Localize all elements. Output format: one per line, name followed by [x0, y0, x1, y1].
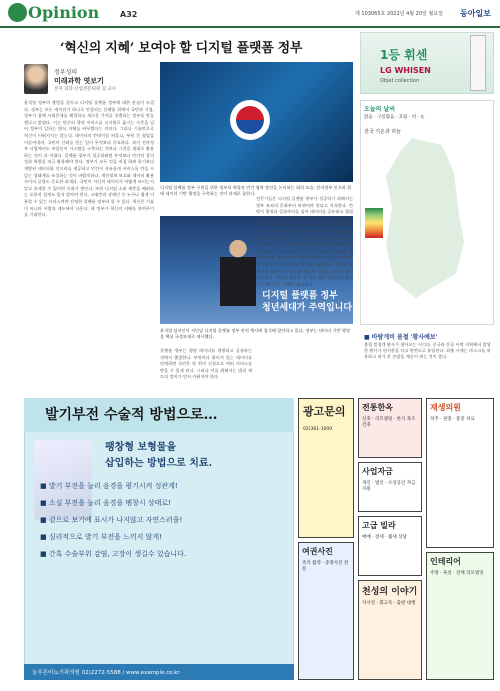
air-conditioner-image	[470, 35, 486, 91]
classified-ads	[298, 398, 494, 680]
classified-ad[interactable]	[298, 398, 354, 538]
lg-ad-sub: Objet collection	[380, 78, 420, 84]
dust-title: ■ 바람개비 봄철 '황사예보'	[364, 334, 438, 341]
classified-text: 신축 · 리모델링 · 한식 목조건축	[362, 417, 416, 428]
classified-ad[interactable]	[298, 542, 354, 680]
legend-item: 구름많음	[377, 115, 395, 120]
legend-item: 맑음	[364, 115, 373, 120]
clinic-ad-bullets	[40, 478, 290, 563]
clinic-ad-subtitle	[105, 440, 212, 472]
classified-title: 광고문의	[303, 405, 346, 418]
classified-title: 천성의 이야기	[362, 587, 418, 597]
taegeuk-icon	[236, 106, 264, 134]
photo2-overlay-line2: 청년세대가 주역입니다.	[262, 303, 356, 313]
lg-ad-main: 1등 휘센	[380, 48, 428, 62]
classified-title: 인테리어	[430, 557, 461, 566]
photo2-overlay-line1: 디지털 플랫폼 정부	[262, 291, 338, 301]
column-body-mid: 플랫폼 정부는 행정 데이터를 개방하고 공유하는 것에서 출발한다. 부처마다 흩어져 있는 데이터를 연계하면 국민은 한 번의 신청으로 여러 서비스를 받을 수 있게 된다. 그러나 이를 위해서는 법과 제도의 정비가 먼저 이뤄져야 한다.	[160, 348, 252, 380]
weather-legend: 맑음 · 구름많음 · 흐림 · 비 · 눈	[364, 115, 425, 120]
dust-text: 봄철 불청객 황사가 찾아오는 시기다. 중국과 몽골 사막 지역에서 발생한 황사가 편서풍을 타고 한반도로 유입된다. 외출 시에는 마스크를 착용하고 귀가 후 손발을 깨끗이 씻는 것이 좋다.	[364, 342, 491, 359]
bullet-item: ■ 겉으로 보기에 표시가 나지않고 자연스러움!	[40, 516, 183, 524]
page-number: A32	[120, 10, 138, 19]
column-headline: ‘혁신의 지혜’ 보여야 할 디지털 플랫폼 정부	[60, 41, 303, 56]
classified-text: 척추 · 관절 · 통증 치료	[430, 417, 475, 422]
weather-legend-scale	[365, 208, 383, 238]
clinic-ad-title: 발기부전 수술적 방법으로…	[45, 407, 218, 423]
weather-subtitle: 전국 기온과 하늘	[364, 129, 401, 135]
legend-item: 눈	[420, 115, 425, 120]
classified-text: 즉석 촬영 · 증명사진 전문	[302, 561, 349, 572]
classified-text: 02)361-1000	[303, 427, 333, 432]
classified-ad[interactable]	[426, 398, 494, 548]
column-series-title: 미래과학 엿보기	[54, 77, 104, 85]
legend-item: 비	[411, 115, 417, 120]
speaker-figure	[220, 236, 256, 306]
photo2-caption: 윤석열 당선인이 지난달 디지털 플랫폼 정부 관련 행사에 참석해 발언하고 있다. 정부는 데이터 기반 행정을 핵심 국정과제로 제시했다.	[160, 328, 350, 339]
classified-text: 자서전 · 회고록 · 출판 대행	[362, 601, 416, 606]
classified-ad[interactable]	[358, 462, 422, 512]
clinic-ad-sub2: 삽입하는 방법으로 치료.	[105, 458, 213, 469]
weather-title: 오늘의 날씨	[364, 106, 396, 113]
bullet-item: ■ 소실 부전을 늘리 음경을 팽창시 상태로!	[40, 499, 171, 507]
column-body-left: 윤석열 정부의 출범을 앞두고 디지털 플랫폼 정부에 대한 관심이 뜨겁다. 정부는 모든 데이터가 하나로 연결되는 플랫폼 위에서 국민과 기업, 정부가 함께 사회문제를 해결하고 새로운 가치를 창출하는 정부를 만들겠다고 밝혔다. 이는 단순히 행정 서비스를 디지털로 옮기는 수준을 넘어 정부의 일하는 방식 자체를 바꾸겠다는 의미다. 그러나 기술만으로 혁신이 이뤄지지는 않는다. 데이터의 칸막이를 허물고, 부처 간 협업을 이끌어내며, 국민의 신뢰를 얻는 일이 무엇보다 중요하다. 과거 전자정부 사업에서도 보았듯이 시스템을 구축하는 것보다 그것을 제대로 활용하는 것이 더 어렵다. 플랫폼 정부가 성공하려면 무엇보다 민간의 창의성과 역량을 적극 활용해야 한다. 정부가 모든 것을 직접 하려 하기보다 개방된 데이터와 인프라를 제공하고 민간이 자유롭게 서비스를 만들 수 있는 생태계를 조성하는 것이 바람직하다. 개인정보 보호와 데이터 활용 사이의 균형도 중요한 과제다. 국민이 자신의 데이터가 어떻게 쓰이는지 알고 통제할 수 있어야 신뢰가 쌓인다. 또한 디지털 소외 계층을 배려하는 포용적 설계도 잊지 말아야 한다. 고령층과 장애인 등 누구나 쉽게 이용할 수 있는 서비스여야 진정한 플랫폼 정부라 할 수 있다. 혁신은 기술이 아니라 사람과 제도에서 나온다. 새 정부가 혁신의 지혜를 보여주기를 기대한다.	[24, 100, 154, 218]
classified-text: 매매 · 전세 · 월세 상담	[362, 535, 407, 540]
bullet-item: ■ 간혹 수술부위 감염, 고장이 생길수 있습니다.	[40, 550, 187, 558]
clinic-ad-footer[interactable]: 늘푸른비뇨기과의원 02)2272-5588 / www.example.co.kr	[24, 664, 294, 680]
classified-title: 재생의원	[430, 403, 461, 412]
classified-text: 주방 · 욕실 · 전체 리모델링	[430, 571, 484, 576]
opinion-logo-icon	[8, 3, 27, 22]
bullet-item: ■ 심리적으로 발기 부전을 느끼지 않게!	[40, 533, 162, 541]
classified-ad[interactable]	[358, 398, 422, 458]
classified-title: 고급 빌라	[362, 521, 396, 530]
classified-ad[interactable]	[426, 552, 494, 680]
newspaper-brand: 동아일보	[460, 9, 491, 18]
legend-item: 흐림	[398, 115, 408, 120]
bullet-item: ■ 발기 부전을 늘리 음경을 평기시켜 성관계!	[40, 482, 178, 490]
classified-title: 사업자금	[362, 467, 393, 476]
classified-ad[interactable]	[358, 516, 422, 576]
classified-title: 여권사진	[302, 547, 333, 556]
author-photo	[24, 64, 48, 94]
section-title: Opinion	[28, 3, 100, 22]
classified-text: 개인 · 법인 · 소상공인 자금지원	[362, 481, 416, 492]
classified-ad[interactable]	[358, 580, 422, 680]
classified-title: 전통한옥	[362, 403, 393, 412]
author-name: 정우성의	[54, 69, 78, 76]
column-body-right: 전문가들은 디지털 플랫폼 정부가 성공하기 위해서는 정부 조직의 문화부터 바뀌어야 한다고 지적한다. 칸막이 행정과 성과주의를 넘어 데이터를 공유하고 협업하는 문화가 정착돼야 한다는 것이다. 인공지능과 클라우드 등 신기술을 적극 도입하되, 그 과정에서 발생할 수 있는 부작용에도 대비해야 한다. 알고리즘의 편향과 보안 위협, 일자리 변화 등은 정부가 선제적으로 고민해야 할 문제다. 민간 전문가의 참여를 확대하고 공무원의 디지털 역량을 높이는 교육도 병행해야 한다. 플랫폼 정부는 한두 해에 완성되는 사업이 아니다. 장기적인 비전과 일관된 추진이 필요하다. 정권이 바뀌어도 지속될 수 있도록 제도적 기반을 다지는 것이 중요하다. 국민이 체감할 수 있는 작은 성과부터 차근차근 쌓아가는 지혜가 필요하다.	[256, 196, 353, 287]
lg-ad-brand: LG WHISEN	[380, 66, 431, 75]
author-org: 본지 과학·산업전문위원 겸 교수	[54, 87, 117, 92]
clinic-ad-sub1: 팽창형 보형물을	[105, 442, 177, 453]
issue-meta: 제 103065호 2022년 4월 20일 월요일	[355, 11, 443, 17]
photo1-caption: 디지털 플랫폼 정부 구현을 위한 정부의 역할과 민간 협력 방안을 논의하는 회의 모습. 전자정부 인프라 위에 데이터 기반 행정을 구축하는 것이 과제로 꼽힌다.	[160, 185, 352, 196]
